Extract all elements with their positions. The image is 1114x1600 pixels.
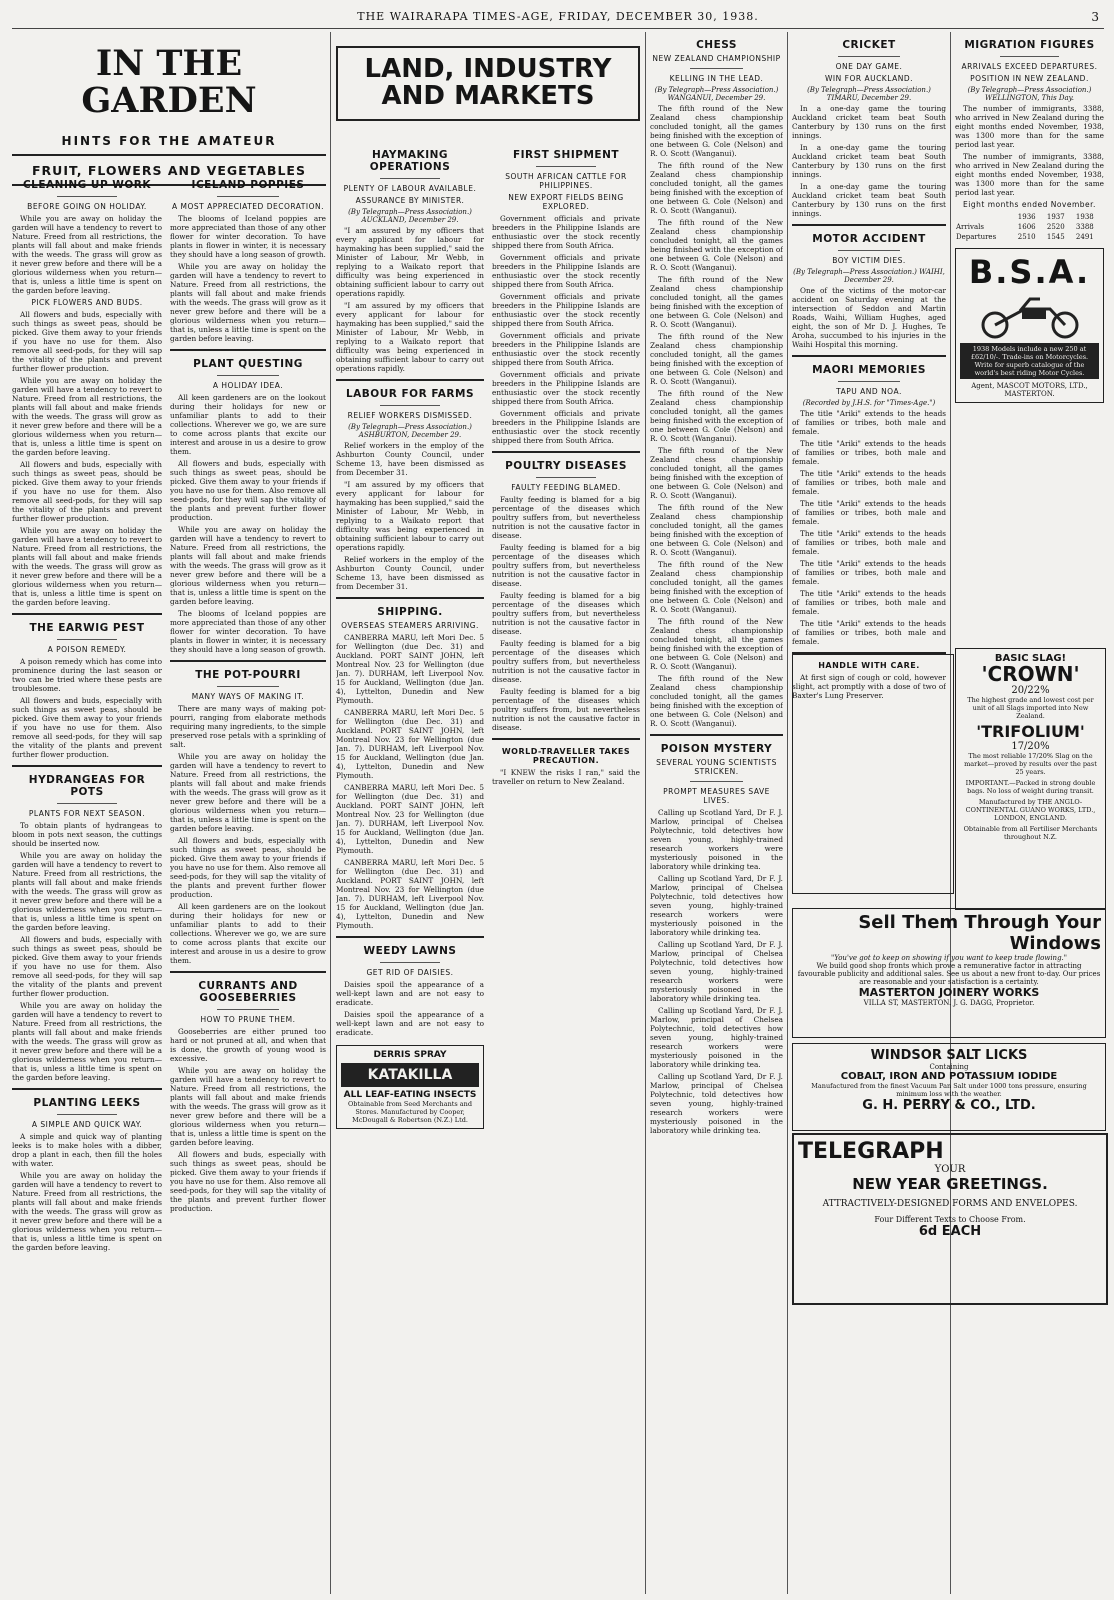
article-body: A poison remedy which has come into prominence during the last season or two can be tried where these pests are troublesome. bbox=[12, 657, 162, 693]
chess-column: CHESS NEW ZEALAND CHAMPIONSHIP KELLING IN THE LEAD. (By Telegraph—Press Association.) WANGANUI, December 29. The fifth round of the New Zealand chess championship concluded tonight, all the games being finished with the exception of one between G. Cole (Nelson) and R. O. Scott (Wanganui). The fifth round of the New Zealand chess championship concluded tonight, all the games being finished with the exception of one between G. Cole (Nelson) and R. O. Scott (Wanganui). The fifth round of the New Zealand chess championship concluded tonight, all the games being finished with the exception of one between G. Cole (Nelson) and R. O. Scott (Wanganui). The fifth round of the New Zealand chess championship concluded tonight, all the games being finished with the exception of one between G. Cole (Nelson) and R. O. Scott (Wanganui). The fifth round of the New Zealand chess championship concluded tonight, all the games being finished with the exception of one between G. Cole (Nelson) and R. O. Scott (Wanganui). The fifth round of the New Zealand chess championship concluded tonight, all the games being finished with the exception of one between G. Cole (Nelson) and R. O. Scott (Wanganui). The fifth round of the New Zealand chess championship concluded tonight, all the games being finished with the exception of one between G. Cole (Nelson) and R. O. Scott (Wanganui). The fifth round of the New Zealand chess championship concluded tonight, all the games being finished with the exception of one between G. Cole (Nelson) and R. O. Scott (Wanganui). The fifth round of the New Zealand chess championship concluded tonight, all the games being finished with the exception of one between G. Cole (Nelson) and R. O. Scott (Wanganui). The fifth round of the New Zealand chess championship concluded tonight, all the games being finished with the exception of one between G. Cole (Nelson) and R. O. Scott (Wanganui). The fifth round of the New Zealand chess championship concluded tonight, all the games being finished with the exception of one between G. Cole (Nelson) and R. O. Scott (Wanganui). POISON MYSTERY SEVERAL YOUNG SCIENTISTS STRICKEN. PROMPT MEASURES SAVE LIVES. Calling up Scotland Yard, Dr F. J. Marlow, principal of Chelsea Polytechnic, told detectives how seven young, highly-trained research workers were mysteriously poisoned in the laboratory while drinking tea. Calling up Scotland Yard, Dr F. J. Marlow, principal of Chelsea Polytechnic, told detectives how seven young, highly-trained research workers were mysteriously poisoned in the laboratory while drinking tea. Calling up Scotland Yard, Dr F. J. Marlow, principal of Chelsea Polytechnic, told detectives how seven young, highly-trained research workers were mysteriously poisoned in the laboratory while drinking tea. Calling up Scotland Yard, Dr F. J. Marlow, principal of Chelsea Polytechnic, told detectives how seven young, highly-trained research workers were mysteriously poisoned in the laboratory while drinking tea. Calling up Scotland Yard, Dr F. J. Marlow, principal of Chelsea Polytechnic, told detectives how seven young, highly-trained research workers were mysteriously poisoned in the laboratory while drinking tea. bbox=[650, 39, 783, 1135]
article-body: The number of immigrants, 3388, who arrived in New Zealand during the eight months ended November, 1938, was 1300 more than for the same period last year. bbox=[955, 104, 1104, 149]
article-headline: WORLD-TRAVELLER TAKES PRECAUTION. bbox=[501, 747, 631, 765]
article-body: There are many ways of making pot-pourri, ranging from elaborate methods requiring many ingredients, to the simple preserved rose petals with a sprinkling of salt. bbox=[170, 704, 326, 749]
article-body: The blooms of Iceland poppies are more appreciated than those of any other flower for winter decoration. To have plants in flower in winter, it is necessary they should have a long season of growth. bbox=[170, 214, 326, 259]
article-subhead: BOY VICTIM DIES. bbox=[832, 256, 906, 265]
article-subhead: A MOST APPRECIATED DECORATION. bbox=[171, 202, 325, 211]
article-headline: POISON MYSTERY bbox=[660, 743, 773, 755]
article-body: CANBERRA MARU, left Mori Dec. 5 for Wellington (due Dec. 31) and Auckland. PORT SAINT JOHN, left Montreal Nov. 23 for Wellington (due Jan. 7). DURHAM, left Liverpool Nov. 15 for Auckland, Wellington (due Jan. 4), Lyttelton, Dunedin and New Plymouth. bbox=[336, 633, 484, 705]
garden-subtitle: HINTS FOR THE AMATEUR bbox=[61, 133, 277, 148]
article-subhead: TAPU AND NOA. bbox=[836, 387, 902, 396]
article-subhead: ONE DAY GAME. bbox=[835, 62, 903, 71]
article-subhead: SOUTH AFRICAN CATTLE FOR PHILIPPINES. bbox=[505, 172, 627, 190]
article-headline: HANDLE WITH CARE. bbox=[818, 661, 920, 670]
article-subhead: A POISON REMEDY. bbox=[47, 645, 127, 654]
article-headline: MOTOR ACCIDENT bbox=[812, 233, 926, 245]
article-headline: THE EARWIG PEST bbox=[29, 622, 145, 634]
article-subhead: OVERSEAS STEAMERS ARRIVING. bbox=[341, 621, 479, 630]
katakilla-logo: KATAKILLA bbox=[341, 1063, 479, 1087]
article-subhead: GET RID OF DAISIES. bbox=[366, 968, 454, 977]
table-row: Departures 2510 1545 2491 bbox=[956, 233, 1094, 241]
garden-col-1: CLEANING UP WORK BEFORE GOING ON HOLIDAY. While you are away on holiday the garden will have a tendency to revert to Nature. Freed from all restrictions, the plants will fall about and make friends with the weeds. The grass will grow as it never grew before and there will be a glorious wilderness when you return—that is, unless a little time is spent on the garden before leaving. PICK FLOWERS AND BUDS. All flowers and buds, especially with such things as sweet peas, should be picked. Give them away to your friends if you have no use for them. Also remove all seed-pods, for they will sap the vitality of the plants and prevent further flower production. While you are away on holiday the garden will have a tendency to revert to Nature. Freed from all restrictions, the plants will fall about and make friends with the weeds. The grass will grow as it never grew before and there will be a glorious wilderness when you return—that is, unless a little time is spent on the garden before leaving. All flowers and buds, especially with such things as sweet peas, should be picked. Give them away to your friends if you have no use for them. Also remove all seed-pods, for they will sap the vitality of the plants and prevent further flower production. While you are away on holiday the garden will have a tendency to revert to Nature. Freed from all restrictions, the plants will fall about and make friends with the weeds. The grass will grow as it never grew before and there will be a glorious wilderness when you return—that is, unless a little time is spent on the garden before leaving. THE EARWIG PEST A POISON REMEDY. A poison remedy which has come into prominence during the last season or two can be tried where these pests are troublesome. All flowers and buds, especially with such things as sweet peas, should be picked. Give them away to your friends if you have no use for them. Also remove all seed-pods, for they will sap the vitality of the plants and prevent further flower production. HYDRANGEAS FOR POTS PLANTS FOR NEXT SEASON. To obtain plants of hydrangeas to bloom in pots next season, the cuttings should be inserted now. While you are away on holiday the garden will have a tendency to revert to Nature. Freed from all restrictions, the plants will fall about and make friends with the weeds. The grass will grow as it never grew before and there will be a glorious wilderness when you return—that is, unless a little time is spent on the garden before leaving. All flowers and buds, especially with such things as sweet peas, should be picked. Give them away to your friends if you have no use for them. Also remove all seed-pods, for they will sap the vitality of the plants and prevent further flower production. While you are away on holiday the garden will have a tendency to revert to Nature. Freed from all restrictions, the plants will fall about and make friends with the weeds. The grass will grow as it never grew before and there will be a glorious wilderness when you return—that is, unless a little time is spent on the garden before leaving. PLANTING LEEKS A SIMPLE AND QUICK WAY. A simple and quick way of planting leeks is to make holes with a dibber, drop a plant in each, then fill the holes with water. While you are away on holiday the garden will have a tendency to revert to Nature. Freed from all restrictions, the plants will fall about and make friends with the weeds. The grass will grow as it never grew before and there will be a glorious wilderness when you return—that is, unless a little time is spent on the garden before leaving. bbox=[12, 179, 162, 1252]
land-col-1: HAYMAKING OPERATIONS PLENTY OF LABOUR AVAILABLE. ASSURANCE BY MINISTER. (By Telegraph—Press Association.) AUCKLAND, December 29. "I am assured by my officers that every applicant for labour for haymaking has been supplied," said the Minister of Labour, Mr Webb, in replying to a Waikato report that difficulty was being experienced in obtaining sufficient labour to carry out operations rapidly. "I am assured by my officers that every applicant for labour for haymaking has been supplied," said the Minister of Labour, Mr Webb, in replying to a Waikato report that difficulty was being experienced in obtaining sufficient labour to carry out operations rapidly. LABOUR FOR FARMS RELIEF WORKERS DISMISSED. (By Telegraph—Press Association.) ASHBURTON, December 29. Relief workers in the employ of the Ashburton County Council, under Scheme 13, have been dismissed as from December 31. "I am assured by my officers that every applicant for labour for haymaking has been supplied," said the Minister of Labour, Mr Webb, in replying to a Waikato report that difficulty was being experienced in obtaining sufficient labour to carry out operations rapidly. Relief workers in the employ of the Ashburton County Council, under Scheme 13, have been dismissed as from December 31. SHIPPING. OVERSEAS STEAMERS ARRIVING. CANBERRA MARU, left Mori Dec. 5 for Wellington (due Dec. 31) and Auckland. PORT SAINT JOHN, left Montreal Nov. 23 for Wellington (due Jan. 7). DURHAM, left Liverpool Nov. 15 for Auckland, Wellington (due Jan. 4), Lyttelton, Dunedin and New Plymouth. CANBERRA MARU, left Mori Dec. 5 for Wellington (due Dec. 31) and Auckland. PORT SAINT JOHN, left Montreal Nov. 23 for Wellington (due Jan. 7). DURHAM, left Liverpool Nov. 15 for Auckland, Wellington (due Jan. 4), Lyttelton, Dunedin and New Plymouth. CANBERRA MARU, left Mori Dec. 5 for Wellington (due Dec. 31) and Auckland. PORT SAINT JOHN, left Montreal Nov. 23 for Wellington (due Jan. 7). DURHAM, left Liverpool Nov. 15 for Auckland, Wellington (due Jan. 4), Lyttelton, Dunedin and New Plymouth. CANBERRA MARU, left Mori Dec. 5 for Wellington (due Dec. 31) and Auckland. PORT SAINT JOHN, left Montreal Nov. 23 for Wellington (due Jan. 7). DURHAM, left Liverpool Nov. 15 for Auckland, Wellington (due Jan. 4), Lyttelton, Dunedin and New Plymouth. WEEDY LAWNS GET RID OF DAISIES. Daisies spoil the appearance of a well-kept lawn and are not easy to eradicate. Daisies spoil the appearance of a well-kept lawn and are not easy to eradicate. DERRIS SPRAY KATAKILLA ALL LEAF-EATING INSECTS Obtainable from Seed Merchants and Stores. Manufactured by Cooper, McDougall & Robertson (N.Z.) Ltd. bbox=[336, 142, 484, 1135]
article-headline: CRICKET bbox=[842, 39, 896, 51]
article-subhead: PICK FLOWERS AND BUDS. bbox=[31, 298, 143, 307]
masthead-title: THE WAIRARAPA TIMES-AGE, FRIDAY, DECEMBER 30, 1938. bbox=[357, 10, 759, 23]
garden-section bbox=[12, 32, 326, 1594]
page-number: 3 bbox=[1091, 10, 1100, 24]
garden-section-title: FRUIT, FLOWERS AND VEGETABLES bbox=[32, 162, 306, 178]
byline: (By Telegraph—Press Association.) WAIHI, December 29. bbox=[793, 268, 945, 284]
article-body: Relief workers in the employ of the Ashburton County Council, under Scheme 13, have been dismissed as from December 31. bbox=[336, 441, 484, 477]
table-title: Eight months ended November. bbox=[963, 200, 1096, 209]
article-body: All keen gardeners are on the lookout during their holidays for new or unfamiliar plants to add to their collections. Wherever we go, we are sure to come across plants that excite our interest and arouse in us a desire to grow them. bbox=[170, 393, 326, 456]
article-body: The title "Ariki" extends to the heads of families or tribes, both male and female. bbox=[792, 409, 946, 436]
land-title: LAND, INDUSTRY AND MARKETS bbox=[364, 54, 612, 112]
byline: (By Telegraph—Press Association.) WANGANUI, December 29. bbox=[654, 86, 779, 102]
article-headline: HAYMAKING OPERATIONS bbox=[369, 149, 451, 173]
byline: (By Telegraph—Press Association.) WELLINGTON, This Day. bbox=[967, 86, 1092, 102]
land-col-2: FIRST SHIPMENT SOUTH AFRICAN CATTLE FOR PHILIPPINES. NEW EXPORT FIELDS BEING EXPLORED. Government officials and private breeders in the Philippine Islands are enthusiastic over the stock recently shipped there from South Africa. Government officials and private breeders in the Philippine Islands are enthusiastic over the stock recently shipped there from South Africa. Government officials and private breeders in the Philippine Islands are enthusiastic over the stock recently shipped there from South Africa. Government officials and private breeders in the Philippine Islands are enthusiastic over the stock recently shipped there from South Africa. Government officials and private breeders in the Philippine Islands are enthusiastic over the stock recently shipped there from South Africa. Government officials and private breeders in the Philippine Islands are enthusiastic over the stock recently shipped there from South Africa. POULTRY DISEASES FAULTY FEEDING BLAMED. Faulty feeding is blamed for a big percentage of the diseases which poultry suffers from, but nevertheless nutrition is not the causative factor in disease. Faulty feeding is blamed for a big percentage of the diseases which poultry suffers from, but nevertheless nutrition is not the causative factor in disease. Faulty feeding is blamed for a big percentage of the diseases which poultry suffers from, but nevertheless nutrition is not the causative factor in disease. Faulty feeding is blamed for a big percentage of the diseases which poultry suffers from, but nevertheless nutrition is not the causative factor in disease. Faulty feeding is blamed for a big percentage of the diseases which poultry suffers from, but nevertheless nutrition is not the causative factor in disease. WORLD-TRAVELLER TAKES PRECAUTION. "I KNEW the risks I ran," said the traveller on return to New Zealand. bbox=[492, 149, 640, 786]
article-subhead: ASSURANCE BY MINISTER. bbox=[355, 196, 465, 205]
article-subhead: RELIEF WORKERS DISMISSED. bbox=[347, 411, 473, 420]
garden-title: IN THE GARDEN bbox=[81, 43, 257, 121]
column-rule bbox=[645, 32, 646, 1594]
article-headline: ICELAND POPPIES bbox=[191, 179, 305, 191]
article-headline: HYDRANGEAS FOR POTS bbox=[28, 774, 146, 798]
article-subhead: PLENTY OF LABOUR AVAILABLE. bbox=[343, 184, 477, 193]
byline: (Recorded by J.H.S. for "Times-Age.") bbox=[802, 399, 936, 407]
column-rule bbox=[787, 32, 788, 1594]
land-title-box bbox=[336, 46, 640, 121]
cricket-column: CRICKET ONE DAY GAME. WIN FOR AUCKLAND. (By Telegraph—Press Association.) TIMARU, December 29. In a one-day game the touring Auckland cricket team beat South Canterbury by 130 runs on the first innings. In a one-day game the touring Auckland cricket team beat South Canterbury by 130 runs on the first innings. In a one-day game the touring Auckland cricket team beat South Canterbury by 130 runs on the first innings. MOTOR ACCIDENT BOY VICTIM DIES. (By Telegraph—Press Association.) WAIHI, December 29. One of the victims of the motor-car accident on Saturday evening at the intersection of Seddon and Martin Roads, Waihi, William Hughes, aged eight, the son of Mr D. J. Hughes, Te Aroha, succumbed to his injuries in the Waihi Hospital this morning. MAORI MEMORIES TAPU AND NOA. (Recorded by J.H.S. for "Times-Age.") The title "Ariki" extends to the heads of families or tribes, both male and female. The title "Ariki" extends to the heads of families or tribes, both male and female. The title "Ariki" extends to the heads of families or tribes, both male and female. The title "Ariki" extends to the heads of families or tribes, both male and female. The title "Ariki" extends to the heads of families or tribes, both male and female. The title "Ariki" extends to the heads of families or tribes, both male and female. The title "Ariki" extends to the heads of families or tribes, both male and female. The title "Ariki" extends to the heads of families or tribes, both male and female. HANDLE WITH CARE. At first sign of cough or cold, however slight, act promptly with a dose of two of Baxter's Lung Preserver. bbox=[792, 39, 946, 700]
garden-col-2: ICELAND POPPIES A MOST APPRECIATED DECORATION. The blooms of Iceland poppies are more appreciated than those of any other flower for winter decoration. To have plants in flower in winter, it is necessary they should have a long season of growth. While you are away on holiday the garden will have a tendency to revert to Nature. Freed from all restrictions, the plants will fall about and make friends with the weeds. The grass will grow as it never grew before and there will be a glorious wilderness when you return—that is, unless a little time is spent on the garden before leaving. PLANT QUESTING A HOLIDAY IDEA. All keen gardeners are on the lookout during their holidays for new or unfamiliar plants to add to their collections. Wherever we go, we are sure to come across plants that excite our interest and arouse in us a desire to grow them. All flowers and buds, especially with such things as sweet peas, should be picked. Give them away to your friends if you have no use for them. Also remove all seed-pods, for they will sap the vitality of the plants and prevent further flower production. While you are away on holiday the garden will have a tendency to revert to Nature. Freed from all restrictions, the plants will fall about and make friends with the weeds. The grass will grow as it never grew before and there will be a glorious wilderness when you return—that is, unless a little time is spent on the garden before leaving. The blooms of Iceland poppies are more appreciated than those of any other flower for winter decoration. To have plants in flower in winter, it is necessary they should have a long season of growth. THE POT-POURRI MANY WAYS OF MAKING IT. There are many ways of making pot-pourri, ranging from elaborate methods requiring many ingredients, to the simple preserved rose petals with a sprinkling of salt. While you are away on holiday the garden will have a tendency to revert to Nature. Freed from all restrictions, the plants will fall about and make friends with the weeds. The grass will grow as it never grew before and there will be a glorious wilderness when you return—that is, unless a little time is spent on the garden before leaving. All flowers and buds, especially with such things as sweet peas, should be picked. Give them away to your friends if you have no use for them. Also remove all seed-pods, for they will sap the vitality of the plants and prevent further flower production. All keen gardeners are on the lookout during their holidays for new or unfamiliar plants to add to their collections. Wherever we go, we are sure to come across plants that excite our interest and arouse in us a desire to grow them. CURRANTS AND GOOSEBERRIES HOW TO PRUNE THEM. Gooseberries are either pruned too hard or not pruned at all, and when that is done, the growth of young wood is excessive. While you are away on holiday the garden will have a tendency to revert to Nature. Freed from all restrictions, the plants will fall about and make friends with the weeds. The grass will grow as it never grew before and there will be a glorious wilderness when you return—that is, unless a little time is spent on the garden before leaving. All flowers and buds, especially with such things as sweet peas, should be picked. Give them away to your friends if you have no use for them. Also remove all seed-pods, for they will sap the vitality of the plants and prevent further flower production. bbox=[170, 179, 326, 1213]
table-row: Arrivals 1606 2520 3388 bbox=[956, 223, 1094, 231]
joinery-ad: Sell Them Through Your Windows "You've got to keep on showing if you want to keep trade flowing." We build good shop fronts which prove a remunerative factor in attracting favourable publicity and additional sales. See us about a new front to-day. Our prices are reasonable and your satisfaction is a certainty. MASTERTON JOINERY WORKS VILLA ST, MASTERTON. J. G. DAGG, Proprietor. bbox=[792, 908, 1106, 1038]
newspaper-page bbox=[12, 8, 1104, 1594]
article-headline: MIGRATION FIGURES bbox=[964, 39, 1095, 51]
article-body: All flowers and buds, especially with such things as sweet peas, should be picked. Give them away to your friends if you have no use for them. Also remove all seed-pods, for they will sap the vitality of the plants and prevent further flower production. bbox=[12, 310, 162, 373]
article-body: "I am assured by my officers that every applicant for labour for haymaking has been supplied," said the Minister of Labour, Mr Webb, in replying to a Waikato report that difficulty was being experienced in obtaining sufficient labour to carry out operations rapidly. bbox=[336, 226, 484, 298]
article-body: Daisies spoil the appearance of a well-kept lawn and are not easy to eradicate. bbox=[336, 980, 484, 1007]
article-subhead: BEFORE GOING ON HOLIDAY. bbox=[27, 202, 147, 211]
article-subhead: POSITION IN NEW ZEALAND. bbox=[970, 74, 1089, 83]
article-headline: SHIPPING. bbox=[377, 606, 443, 618]
article-body: Faulty feeding is blamed for a big percentage of the diseases which poultry suffers from, but nevertheless nutrition is not the causative factor in disease. bbox=[492, 495, 640, 540]
article-body: In a one-day game the touring Auckland cricket team beat South Canterbury by 130 runs on the first innings. bbox=[792, 104, 946, 140]
article-subhead: HOW TO PRUNE THEM. bbox=[200, 1015, 296, 1024]
article-headline: WEEDY LAWNS bbox=[363, 945, 457, 957]
telegraph-ad: TELEGRAPH YOUR NEW YEAR GREETINGS. ATTRACTIVELY-DESIGNED FORMS AND ENVELOPES. Four Different Texts to Choose From. 6d EACH bbox=[792, 1133, 1108, 1305]
article-headline: CHESS bbox=[696, 39, 737, 51]
article-body: Calling up Scotland Yard, Dr F. J. Marlow, principal of Chelsea Polytechnic, told detectives how seven young, highly-trained research workers were mysteriously poisoned in the laboratory while drinking tea. bbox=[650, 808, 783, 871]
article-headline: FIRST SHIPMENT bbox=[512, 149, 620, 161]
byline: (By Telegraph—Press Association.) TIMARU, December 29. bbox=[807, 86, 931, 102]
article-headline: MAORI MEMORIES bbox=[812, 364, 926, 376]
article-headline: CLEANING UP WORK bbox=[22, 179, 152, 191]
article-subhead: A SIMPLE AND QUICK WAY. bbox=[31, 1120, 143, 1129]
article-subhead: FAULTY FEEDING BLAMED. bbox=[511, 483, 621, 492]
article-subhead: ARRIVALS EXCEED DEPARTURES. bbox=[961, 62, 1098, 71]
article-headline: POULTRY DISEASES bbox=[505, 460, 627, 472]
bsa-logo: B.S.A. bbox=[968, 253, 1091, 291]
basic-slag-ad: BASIC SLAG! 'CROWN' 20/22% The highest grade and lowest cost per unit of all Slags imported into New Zealand. 'TRIFOLIUM' 17/20% The most reliable 17/20% Slag on the market—proved by results over the past 25 years. IMPORTANT.—Packed in strong double bags. No loss of weight during transit. Manufactured by THE ANGLO-CONTINENTAL GUANO WORKS, LTD., LONDON, ENGLAND. Obtainable from all Fertiliser Merchants throughout N.Z. bbox=[955, 648, 1106, 910]
article-subhead: KELLING IN THE LEAD. bbox=[669, 74, 764, 83]
article-subhead: MANY WAYS OF MAKING IT. bbox=[191, 692, 305, 701]
byline: (By Telegraph—Press Association.) AUCKLAND, December 29. bbox=[348, 208, 472, 224]
column-rule bbox=[330, 32, 331, 1594]
article-headline: THE POT-POURRI bbox=[195, 669, 301, 681]
article-body: One of the victims of the motor-car accident on Saturday evening at the intersection of Seddon and Martin Roads, Waihi, William Hughes, aged eight, the son of Mr D. J. Hughes, Te Aroha, succumbed to his injuries in the Waihi Hospital this morning. bbox=[792, 286, 946, 349]
migration-column: MIGRATION FIGURES ARRIVALS EXCEED DEPARTURES. POSITION IN NEW ZEALAND. (By Telegraph—Press Association.) WELLINGTON, This Day. The number of immigrants, 3388, who arrived in New Zealand during the eight months ended November, 1938, was 1300 more than for the same period last year. The number of immigrants, 3388, who arrived in New Zealand during the eight months ended November, 1938, was 1300 more than for the same period last year. Eight months ended November. 1936 1937 1938 Arrivals 1606 2520 3388 Departures 2510 1545 2491 B.S.A. 1938 Models include a new 250 at £62/10/-. Trade-ins on Motorcycles. Write for superb catalogue of the world's best riding Motor Cycles. Agent, MASCOT MOTORS, LTD., MASTERTON. bbox=[955, 32, 1104, 1594]
article-body: To obtain plants of hydrangeas to bloom in pots next season, the cuttings should be inserted now. bbox=[12, 821, 162, 848]
article-subhead: SEVERAL YOUNG SCIENTISTS STRICKEN. bbox=[656, 758, 777, 776]
bsa-ad: B.S.A. 1938 Models include a new 250 at £62/10/-. Trade-ins on Motorcycles. Write for superb catalogue of the world's best riding Motor Cycles. Agent, MASCOT MOTORS, LTD., MASTERTON. bbox=[955, 248, 1104, 403]
motorcycle-icon bbox=[970, 291, 1090, 339]
migration-table: 1936 1937 1938 Arrivals 1606 2520 3388 Departures 2510 1545 2491 bbox=[955, 212, 1104, 242]
article-body: "I KNEW the risks I ran," said the traveller on return to New Zealand. bbox=[492, 768, 640, 786]
article-subhead: PROMPT MEASURES SAVE LIVES. bbox=[663, 787, 770, 805]
byline: (By Telegraph—Press Association.) ASHBURTON, December 29. bbox=[348, 423, 472, 439]
article-subhead: NEW EXPORT FIELDS BEING EXPLORED. bbox=[508, 193, 624, 211]
salt-licks-ad: WINDSOR SALT LICKS Containing COBALT, IRON AND POTASSIUM IODIDE Manufactured from the finest Vacuum Pan Salt under 1000 tons pressure, ensuring minimum loss with the weather. G. H. PERRY & CO., LTD. bbox=[792, 1043, 1106, 1131]
article-headline: PLANTING LEEKS bbox=[33, 1097, 141, 1109]
land-section bbox=[336, 32, 640, 1594]
masthead bbox=[12, 8, 1104, 29]
article-body: At first sign of cough or cold, however slight, act promptly with a dose of two of Baxter's Lung Preserver. bbox=[792, 673, 946, 700]
article-subhead: A HOLIDAY IDEA. bbox=[212, 381, 284, 390]
article-headline: PLANT QUESTING bbox=[193, 358, 303, 370]
article-headline: LABOUR FOR FARMS bbox=[345, 388, 475, 400]
article-body: A simple and quick way of planting leeks is to make holes with a dibber, drop a plant in each, then fill the holes with water. bbox=[12, 1132, 162, 1168]
article-subhead: PLANTS FOR NEXT SEASON. bbox=[28, 809, 146, 818]
article-body: While you are away on holiday the garden will have a tendency to revert to Nature. Freed from all restrictions, the plants will fall about and make friends with the weeds. The grass will grow as it never grew before and there will be a glorious wilderness when you return—that is, unless a little time is spent on the garden before leaving. bbox=[12, 214, 162, 295]
article-body: Government officials and private breeders in the Philippine Islands are enthusiastic over the stock recently shipped there from South Africa. bbox=[492, 214, 640, 250]
article-subhead: WIN FOR AUCKLAND. bbox=[825, 74, 913, 83]
article-body: Gooseberries are either pruned too hard or not pruned at all, and when that is done, the growth of young wood is excessive. bbox=[170, 1027, 326, 1063]
article-body: The fifth round of the New Zealand chess championship concluded tonight, all the games being finished with the exception of one between G. Cole (Nelson) and R. O. Scott (Wanganui). bbox=[650, 104, 783, 158]
derris-spray-ad: DERRIS SPRAY KATAKILLA ALL LEAF-EATING INSECTS Obtainable from Seed Merchants and Stores. Manufactured by Cooper, McDougall & Robertson (N.Z.) Ltd. bbox=[336, 1045, 484, 1129]
article-subhead: NEW ZEALAND CHAMPIONSHIP bbox=[652, 54, 781, 63]
article-headline: CURRANTS AND GOOSEBERRIES bbox=[198, 980, 298, 1004]
basic-slag-ad bbox=[792, 654, 954, 894]
